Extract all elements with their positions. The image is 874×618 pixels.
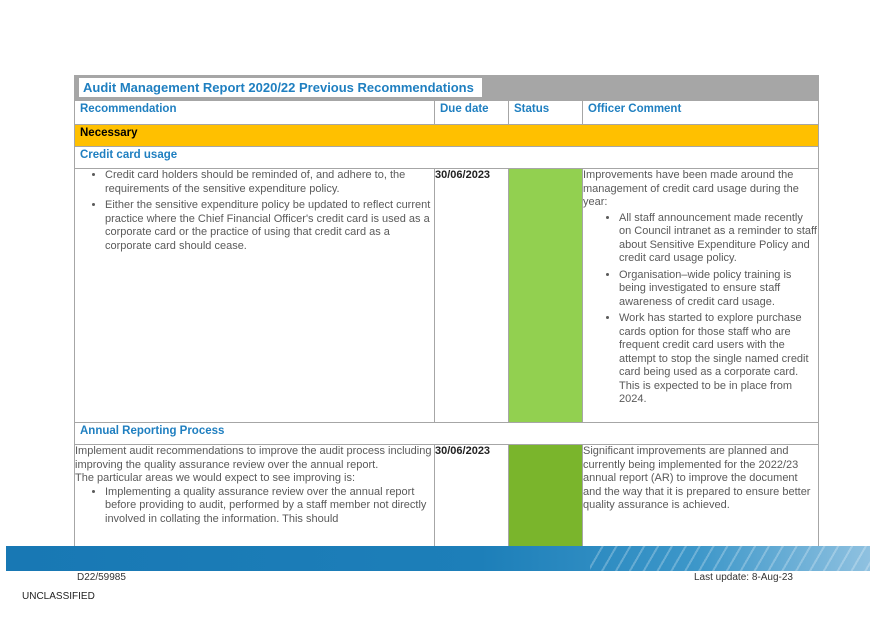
header-recommendation: Recommendation (75, 101, 435, 125)
table-row (75, 169, 819, 423)
comment-intro: Improvements have been made around the management of credit card usage during the year: (583, 169, 799, 208)
recommendation-cell (75, 169, 435, 423)
header-due-date: Due date (435, 101, 509, 125)
comment-list (583, 212, 818, 407)
table-title: Audit Management Report 2020/22 Previous Recommendations (79, 78, 482, 97)
list-item: • All staff announcement made recently on Council intranet as a reminder to staff about Sensitive Expenditure Policy and credit card usage policy. (619, 212, 818, 266)
list-item: • Credit card holders should be reminded of, and adhere to, the requirements of the sensitive expenditure policy. (105, 169, 434, 196)
recommendation-list (75, 169, 434, 253)
list-item: • Implementing a quality assurance review over the annual report before providing to audit, performed by a staff member not directly involved in collating the information. This should (105, 486, 434, 527)
recommendation-intro-2: The particular areas we would expect to see improving is: (75, 472, 356, 484)
decorative-pattern (590, 546, 870, 571)
due-date: 30/06/2023 (435, 169, 509, 423)
due-date: 30/06/2023 (435, 445, 509, 551)
status-indicator (509, 169, 583, 423)
comment-intro: Significant improvements are planned and currently being implemented for the 2022/23 annual report (AR) to improve the document and the way that it is prepared to ensure better quality assurance is achieved. (583, 445, 811, 511)
category-necessary: Necessary (75, 125, 819, 147)
classification-label: UNCLASSIFIED (22, 591, 95, 602)
recommendation-intro: Implement audit recommendations to improve the audit process including improving the quality assurance review over the annual report. (75, 445, 432, 471)
table-row (75, 445, 819, 551)
header-status: Status (509, 101, 583, 125)
recommendations-table (74, 75, 819, 551)
section-heading-credit-card: Credit card usage (75, 147, 819, 169)
officer-comment-cell (583, 445, 819, 551)
document-id: D22/59985 (77, 572, 126, 583)
list-item: • Work has started to explore purchase cards option for those staff who are frequent credit card users with the attempt to stop the single named credit card being used as a corporate card. This is expected to be in place from 2024. (619, 312, 818, 407)
officer-comment-cell (583, 169, 819, 423)
status-indicator (509, 445, 583, 551)
list-item: • Either the sensitive expenditure policy be updated to reflect current practice where the Chief Financial Officer's credit card is used as a corporate card or the practice of using that credit card as a corporate card should cease. (105, 199, 434, 253)
recommendation-cell (75, 445, 435, 551)
section-heading-annual-reporting: Annual Reporting Process (75, 423, 819, 445)
footer-band (6, 546, 870, 571)
list-item: • Organisation–wide policy training is being investigated to ensure staff awareness of credit card usage. (619, 269, 818, 310)
recommendation-list (75, 486, 434, 527)
header-officer-comment: Officer Comment (583, 101, 819, 125)
last-update: Last update: 8-Aug-23 (694, 572, 793, 583)
